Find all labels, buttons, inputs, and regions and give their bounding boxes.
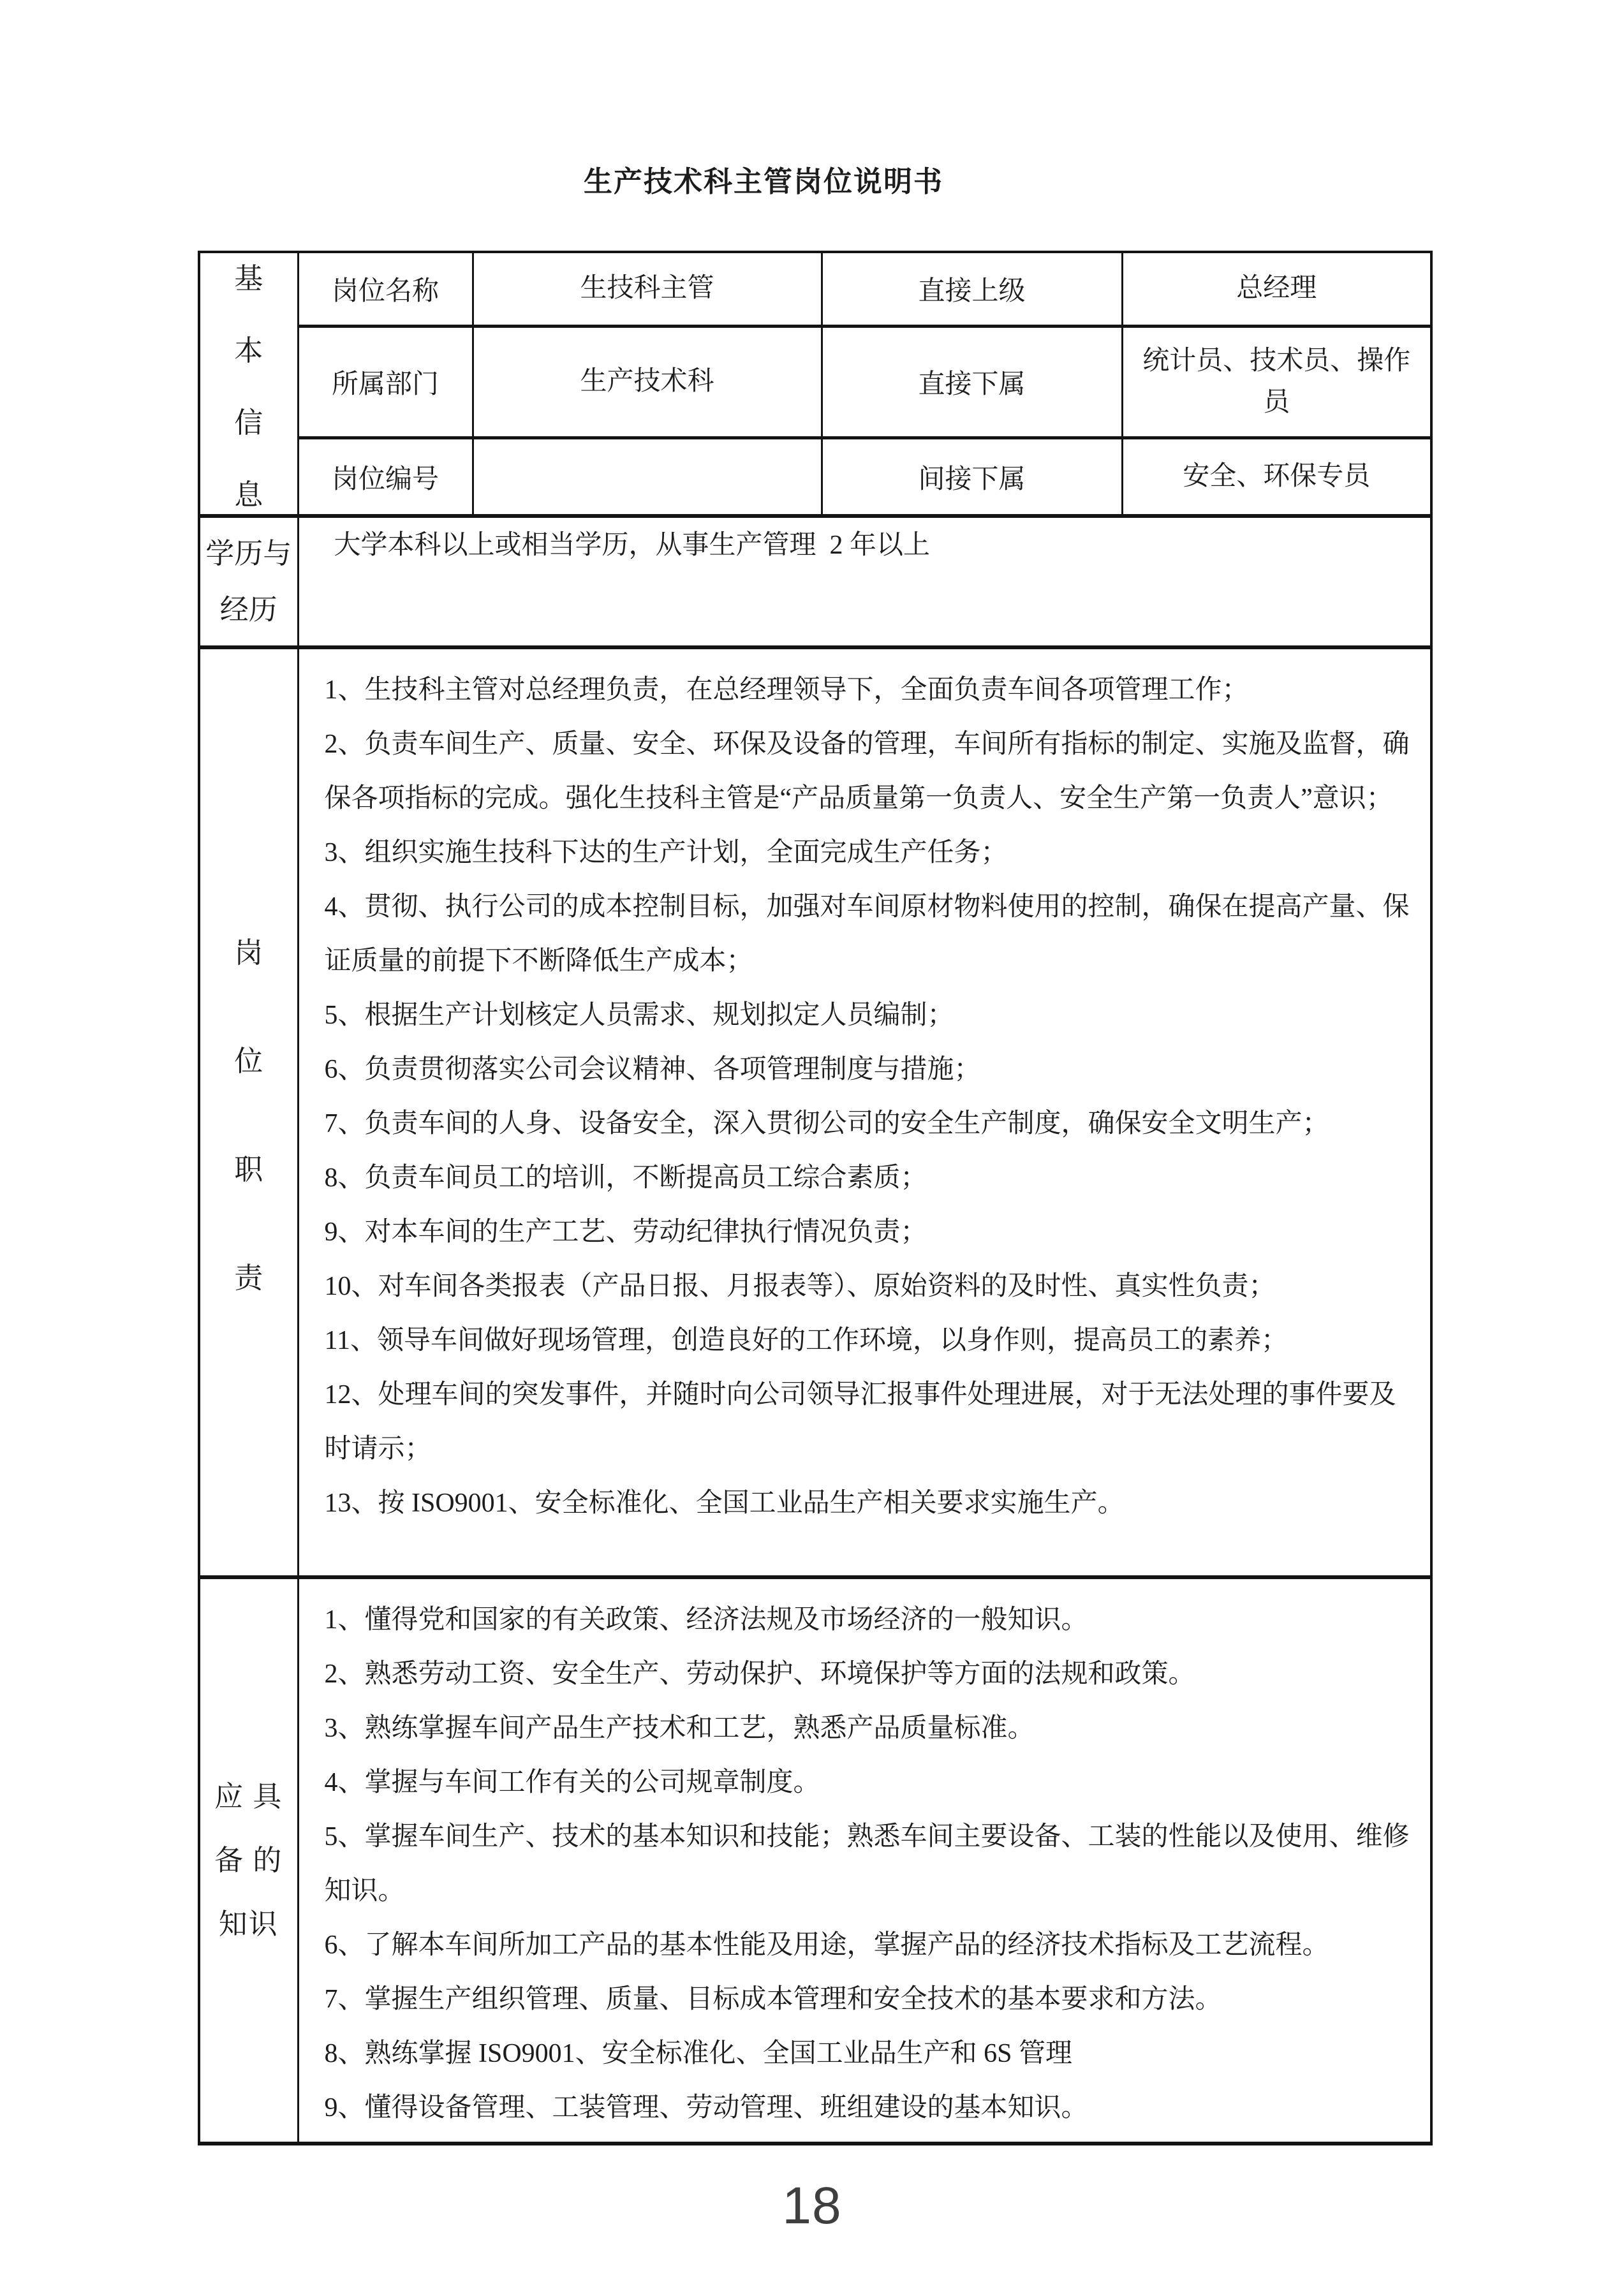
knowledge-item: 7、掌握生产组织管理、质量、目标成本管理和安全技术的基本要求和方法。: [324, 1985, 1222, 2014]
section-label-required-knowledge: [199, 1577, 298, 2144]
education-label: [200, 526, 297, 638]
duty-item: 11、领导车间做好现场管理，创造良好的工作环境，以身作则，提高员工的素养；: [324, 1326, 1288, 1355]
education-label-line: 学历与: [205, 538, 292, 570]
section-label-education-experience: [199, 516, 298, 647]
table-row: [199, 252, 1431, 327]
basic-info-label-char: 息: [234, 478, 263, 511]
knowledge-list-cell: [298, 1577, 1431, 2144]
duty-item: 5、根据生产计划核定人员需求、规划拟定人员编制；: [324, 1001, 954, 1030]
duties-label-char: 位: [234, 1045, 263, 1077]
knowledge-label-line: 知识: [218, 1908, 279, 1940]
knowledge-list: [325, 1593, 1417, 2135]
job-description-table: [198, 251, 1433, 2145]
basic-info-label-char: 信: [234, 406, 263, 439]
knowledge-label-line: 应 具: [214, 1781, 283, 1813]
knowledge-item: 2、熟悉劳动工资、安全生产、劳动保护、环境保护等方面的法规和政策。: [324, 1659, 1195, 1689]
field-value-direct-superior: 总经理: [1122, 252, 1431, 327]
knowledge-item: 1、懂得党和国家的有关政策、经济法规及市场经济的一般知识。: [324, 1605, 1088, 1635]
duty-item: 8、负责车间员工的培训，不断提高员工综合素质；: [324, 1163, 927, 1193]
knowledge-label: [200, 1765, 297, 1956]
field-value-department: 生产技术科: [473, 327, 822, 438]
duty-item: 2、负责车间生产、质量、安全、环保及设备的管理，车间所有指标的制定、实施及监督，确保各项指标的完成。强化生技科主管是“产品质量第一负责人、安全生产第一负责人”意识；: [324, 730, 1410, 813]
duty-item: 9、对本车间的生产工艺、劳动纪律执行情况负责；: [324, 1218, 927, 1247]
duties-label-char: 职: [234, 1153, 263, 1186]
duty-item: 1、生技科主管对总经理负责，在总经理领导下，全面负责车间各项管理工作；: [324, 675, 1249, 705]
duty-item: 7、负责车间的人身、设备安全，深入贯彻公司的安全生产制度，确保安全文明生产；: [324, 1109, 1329, 1138]
education-label-line: 经历: [219, 594, 277, 626]
duties-vertical-label: [200, 929, 297, 1296]
knowledge-label-line: 备 的: [214, 1844, 283, 1876]
section-label-basic-info: [199, 252, 298, 516]
table-row: [199, 516, 1431, 647]
knowledge-item: 3、熟练掌握车间产品生产技术和工艺，熟悉产品质量标准。: [324, 1714, 1035, 1743]
field-label-position-number: 岗位编号: [298, 438, 473, 517]
field-label-indirect-subordinates: 间接下属: [822, 438, 1122, 517]
table-row: [199, 438, 1431, 517]
section-label-duties: [199, 647, 298, 1577]
duty-item: 10、对车间各类报表（产品日报、月报表等）、原始资料的及时性、真实性负责；: [324, 1272, 1276, 1301]
table-row: [199, 327, 1431, 438]
field-label-direct-superior: 直接上级: [822, 252, 1122, 327]
knowledge-item: 8、熟练掌握 ISO9001、安全标准化、全国工业品生产和 6S 管理: [324, 2039, 1073, 2068]
knowledge-item: 6、了解本车间所加工产品的基本性能及用途，掌握产品的经济技术指标及工艺流程。: [324, 1931, 1329, 1960]
table-row: [199, 647, 1431, 1577]
page-number: 18: [782, 2177, 842, 2235]
basic-info-label-char: 基: [234, 262, 263, 295]
knowledge-item: 9、懂得设备管理、工装管理、劳动管理、班组建设的基本知识。: [324, 2093, 1088, 2123]
duty-item: 3、组织实施生技科下达的生产计划，全面完成生产任务；: [324, 838, 1008, 867]
education-requirement-text: 大学本科以上或相当学历，从事生产管理 2 年以上: [298, 516, 1431, 647]
knowledge-item: 4、掌握与车间工作有关的公司规章制度。: [324, 1768, 820, 1797]
knowledge-item: 5、掌握车间生产、技术的基本知识和技能；熟悉车间主要设备、工装的性能以及使用、维修知识。: [324, 1822, 1410, 1906]
duties-list: [325, 663, 1417, 1569]
basic-info-vertical-label: [200, 255, 297, 513]
field-label-direct-subordinates: 直接下属: [822, 327, 1122, 438]
duty-item: 13、按 ISO9001、安全标准化、全国工业品生产相关要求实施生产。: [324, 1489, 1125, 1518]
field-value-direct-subordinates: 统计员、技术员、操作员: [1122, 327, 1431, 438]
field-value-position-name: 生技科主管: [473, 252, 822, 327]
field-value-position-number: [473, 438, 822, 517]
duties-label-char: 岗: [234, 936, 263, 969]
field-label-position-name: 岗位名称: [298, 252, 473, 327]
duties-list-cell: [298, 647, 1431, 1577]
document-title: 生产技术科主管岗位说明书: [584, 166, 944, 198]
table-row: [199, 1577, 1431, 2144]
duties-label-char: 责: [234, 1262, 263, 1294]
duty-item: 6、负责贯彻落实公司会议精神、各项管理制度与措施；: [324, 1055, 981, 1084]
basic-info-label-char: 本: [234, 334, 263, 367]
duty-item: 12、处理车间的突发事件，并随时向公司领导汇报事件处理进展，对于无法处理的事件要及时请示；: [324, 1380, 1396, 1464]
field-label-department: 所属部门: [298, 327, 473, 438]
field-value-indirect-subordinates: 安全、环保专员: [1122, 438, 1431, 517]
duty-item: 4、贯彻、执行公司的成本控制目标，加强对车间原材物料使用的控制，确保在提高产量、保证质量的前提下不断降低生产成本；: [324, 892, 1410, 976]
